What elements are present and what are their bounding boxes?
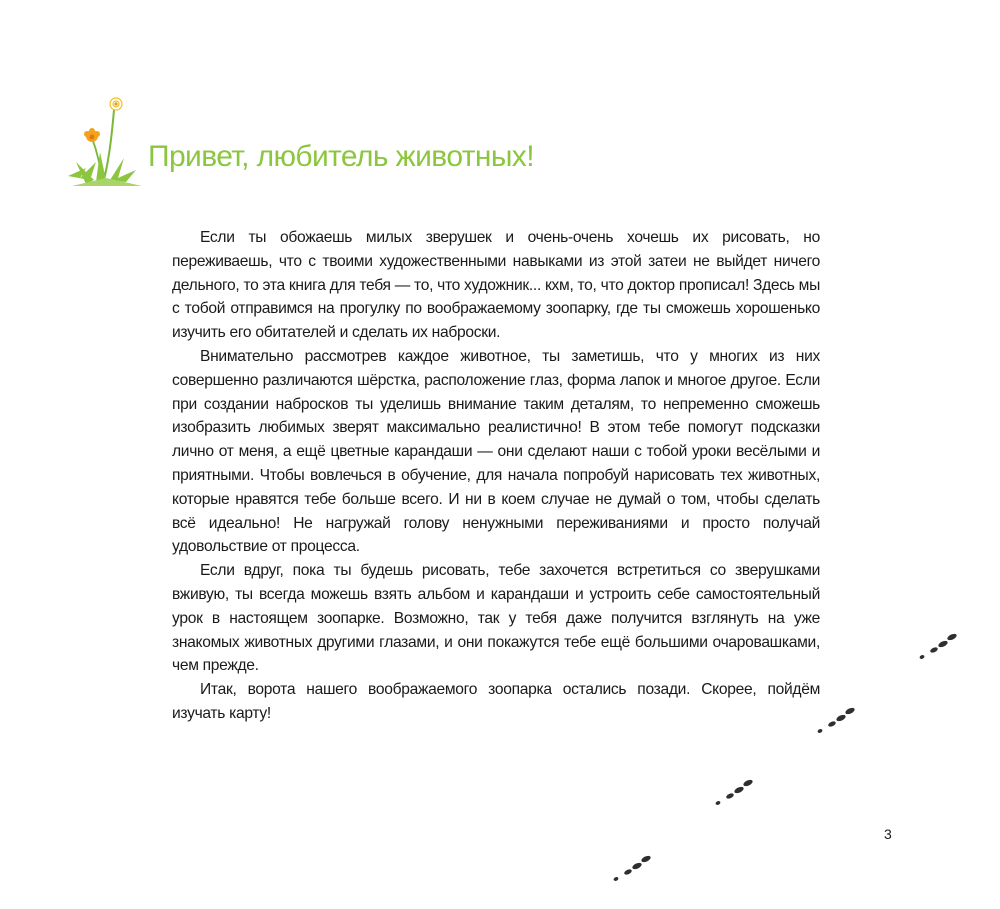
paragraph: Внимательно рассмотрев каждое животное, ты заметишь, что у многих из них совершенно различаются шёрстка, расположение глаз, форма лапок и многое другое. Если при создании набросков ты уделишь внимание таким деталям, то непременно сможешь изобразить любимых зверят максимально реалистично! В этом тебе помогут подсказки лично от меня, а ещё цветные карандаши — они сделают наши с тобой уроки весёлыми и приятными. Чтобы вовлечься в обучение, для начала попробуй нарисовать тех животных, которые нравятся тебе больше всего. И ни в коем случае не думай о том, чтобы сделать всё идеально! Не нагружай голову ненужными переживаниями и просто получай удовольствие от процесса. [172,347,820,556]
dandelion-illustration [66,92,146,190]
paragraph: Если ты обожаешь милых зверушек и очень-очень хочешь их рисовать, но переживаешь, что с твоими художественными навыками из этой затеи не выйдет ничего дельного, то эта книга для тебя — то, что художник... кхм, то, что доктор прописал! Здесь мы с тобой отправимся на прогулку по воображаемому зоопарку, где ты сможешь хорошенько изучить его обитателей и сделать их наброски. [172,229,820,342]
paragraph: Итак, ворота нашего воображаемого зоопарка остались позади. Скорее, пойдём изучать карту! [172,681,820,722]
footprints-icon [610,852,654,884]
footprints-icon [712,776,756,808]
footprints-icon [916,630,960,662]
body-text [172,226,820,726]
page-title: Привет, любитель животных! [148,140,534,173]
paragraph: Если вдруг, пока ты будешь рисовать, тебе захочется встретиться со зверушками вживую, ты всегда можешь взять альбом и карандаши и устроить себе самостоятельный урок в настоящем зоопарке. Возможно, так у тебя даже получится взглянуть на уже знакомых животных другими глазами, и они покажутся тебе ещё большими очаровашками, чем прежде. [172,562,820,675]
footprints-icon [814,704,858,736]
page-number: 3 [884,826,892,842]
